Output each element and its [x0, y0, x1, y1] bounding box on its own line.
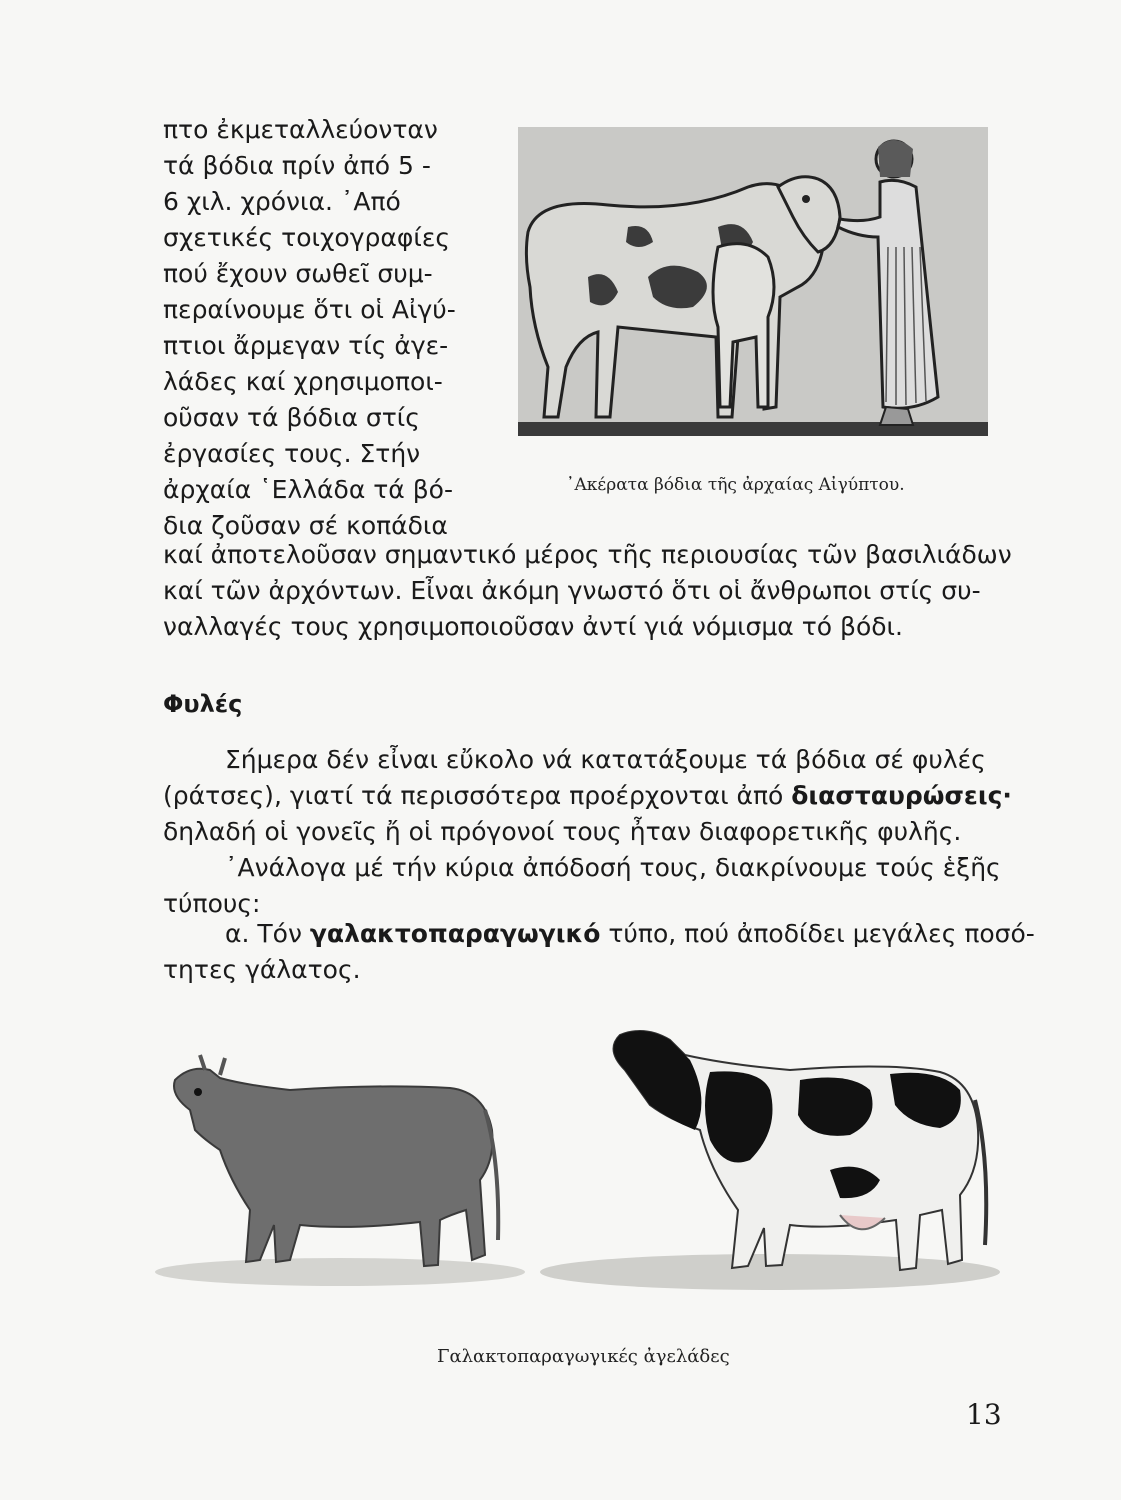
page-number: 13 [966, 1398, 1002, 1431]
fresco-drawing [518, 127, 988, 436]
text-line [163, 916, 1035, 952]
text-line: δια ζοῦσαν σέ κοπάδια [163, 511, 448, 540]
grey-cow [174, 1055, 498, 1266]
breeds-paragraph [163, 742, 1012, 922]
text-line: πτο ἐκμεταλλεύονταν [163, 115, 438, 144]
text-line: 6 χιλ. χρόνια. ᾿Από [163, 187, 401, 216]
text-line: σχετικές τοιχογραφίες [163, 223, 450, 252]
text-span: τύπο, πού ἀποδίδει μεγάλες ποσό- [600, 919, 1035, 948]
dairy-cows-drawing [150, 1010, 1000, 1310]
text-span: (ράτσες), γιατί τά περισσότερα προέρχονται ἀπό [163, 781, 792, 810]
text-line: λάδες καί χρησιμοποι- [163, 367, 443, 396]
text-line: περαίνουμε ὅτι οἱ Αἰγύ- [163, 295, 456, 324]
text-line: πού ἔχουν σωθεῖ συμ- [163, 259, 433, 288]
holstein-cow [614, 1031, 987, 1270]
intro-paragraph-left-column [163, 112, 461, 544]
text-line: πτιοι ἄρμεγαν τίς ἀγε- [163, 331, 449, 360]
text-line: ἀρχαία ῾Ελλάδα τά βό- [163, 475, 453, 504]
section-heading-breeds: Φυλές [163, 690, 243, 718]
text-line: ἐργασίες τους. Στήν [163, 439, 421, 468]
bold-term-crossbreeds: διασταυρώσεις· [791, 781, 1012, 810]
text-line [163, 778, 1012, 814]
text-line: καί τῶν ἀρχόντων. Εἶναι ἀκόμη γνωστό ὅτι οἱ ἄνθρωποι στίς συ- [163, 576, 981, 605]
dairy-cows-illustration [150, 1010, 1000, 1310]
text-line: τά βόδια πρίν ἀπό 5 - [163, 151, 431, 180]
text-line: δηλαδή οἱ γονεῖς ἤ οἱ πρόγονοί τους ἦταν διαφορετικῆς φυλῆς. [163, 817, 962, 846]
dairy-type-paragraph [163, 916, 1035, 988]
text-line: καί ἀποτελοῦσαν σημαντικό μέρος τῆς περιουσίας τῶν βασιλιάδων [163, 540, 1012, 569]
text-line: τύπους: [163, 889, 261, 918]
text-line: ναλλαγές τους χρησιμοποιοῦσαν ἀντί γιά νόμισμα τό βόδι. [163, 612, 903, 641]
figure-caption-dairy-cows: Γαλακτοπαραγωγικές ἀγελάδες [437, 1346, 730, 1367]
text-line: τητες γάλατος. [163, 955, 361, 984]
bold-term-dairy: γαλακτοπαραγωγικό [309, 919, 601, 948]
egyptian-fresco-illustration [518, 127, 988, 436]
text-span: α. Τόν [225, 919, 310, 948]
figure-caption-egyptian-cattle: ᾿Ακέρατα βόδια τῆς ἀρχαίας Αἰγύπτου. [566, 475, 905, 495]
text-line: ᾿Ανάλογα μέ τήν κύρια ἀπόδοσή τους, διακρίνουμε τούς ἑξῆς [225, 853, 1001, 882]
intro-paragraph-full-width [163, 537, 1012, 645]
text-line: Σήμερα δέν εἶναι εὔκολο νά κατατάξουμε τά βόδια σέ φυλές [225, 745, 986, 774]
text-line: οῦσαν τά βόδια στίς [163, 403, 420, 432]
